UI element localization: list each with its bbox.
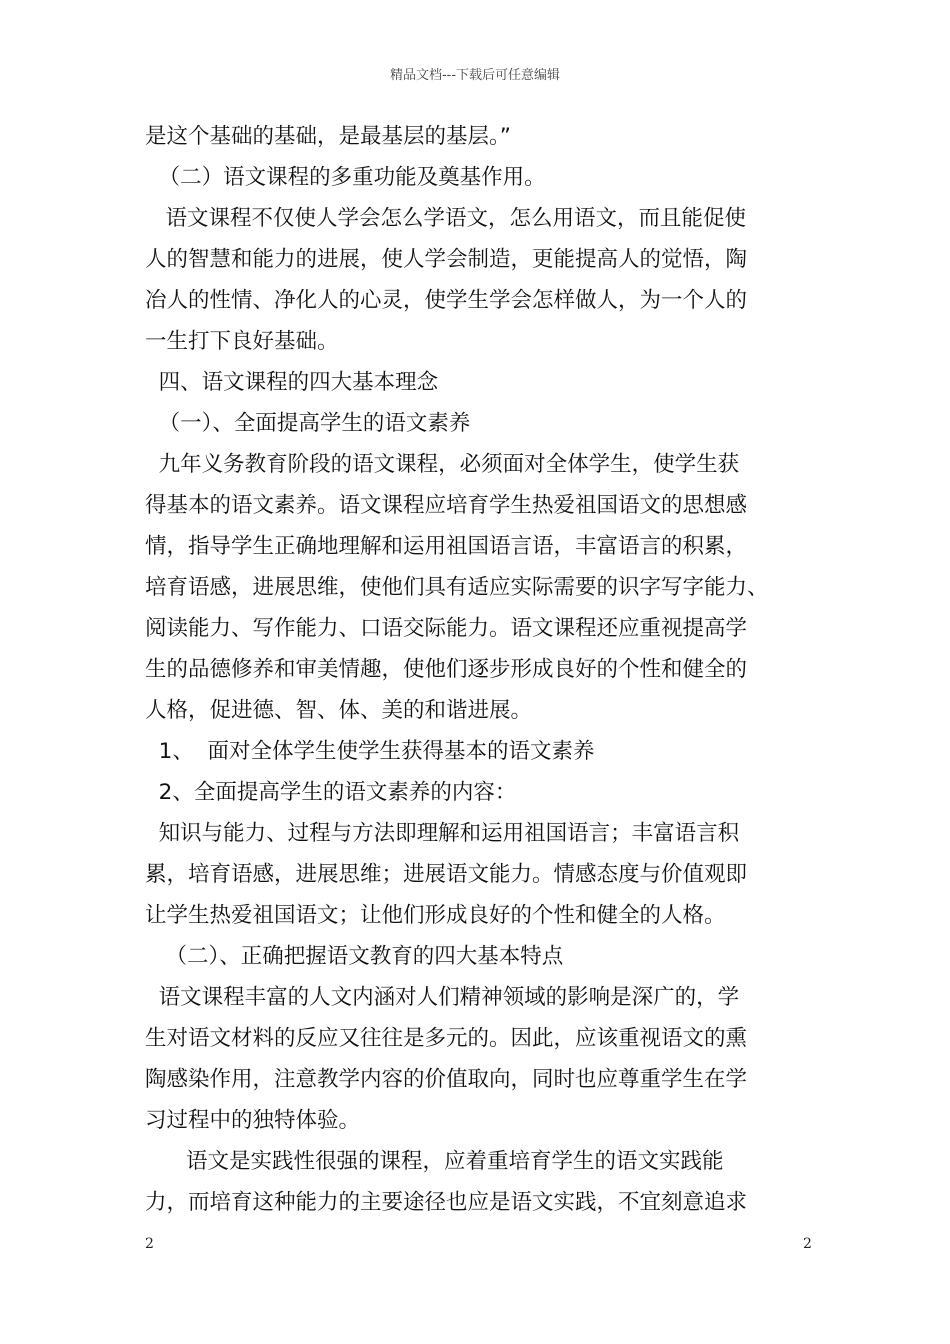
text-line: 陶感染作用，注意教学内容的价值取向，同时也应尊重学生在学 (145, 1067, 748, 1092)
text-line: 语文课程丰富的人文内涵对人们精神领域的影响是深广的，学 (145, 985, 740, 1010)
body-text (145, 116, 813, 1223)
subsection-heading: （二）、正确把握语文教育的四大基本特点 (145, 944, 564, 969)
list-item: 2、全面提高学生的语文素养的内容： (145, 780, 517, 805)
text-line: 人格，促进德、智、体、美的和谐进展。 (145, 698, 533, 723)
page-number-right: 2 (803, 1236, 812, 1252)
text-line: 一生打下良好基础。 (145, 329, 339, 354)
text-line: 累，培育语感，进展思维；进展语文能力。情感态度与价值观即 (145, 862, 748, 887)
text-line: 是这个基础的基础，是最基层的基层。” (145, 124, 511, 149)
page-number-left: 2 (145, 1236, 154, 1252)
text-line: 九年义务教育阶段的语文课程，必须面对全体学生，使学生获 (145, 452, 740, 477)
text-line: 冶人的性情、净化人的心灵，使学生学会怎样做人，为一个人的 (145, 288, 748, 313)
text-line: 语文是实践性很强的课程，应着重培育学生的语文实践能 (145, 1149, 724, 1174)
section-heading: 四、语文课程的四大基本理念 (145, 370, 439, 395)
text-line: 培育语感，进展思维，使他们具有适应实际需要的识字写字能力、 (145, 575, 769, 600)
text-line: 情，指导学生正确地理解和运用祖国语言语，丰富语言的积累， (145, 534, 748, 559)
text-line: （二）语文课程的多重功能及奠基作用。 (145, 165, 546, 190)
text-line: 得基本的语文素养。语文课程应培育学生热爱祖国语文的思想感 (145, 493, 748, 518)
text-line: 语文课程不仅使人学会怎么学语文，怎么用语文，而且能促使 (145, 206, 747, 231)
text-line: 习过程中的独特体验。 (145, 1108, 361, 1133)
text-line: 生对语文材料的反应又往往是多元的。因此，应该重视语文的熏 (145, 1026, 748, 1051)
text-line: 生的品德修养和审美情趣，使他们逐步形成良好的个性和健全的 (145, 657, 748, 682)
text-line: 知识与能力、过程与方法即理解和运用祖国语言；丰富语言积 (145, 821, 740, 846)
subsection-heading: （一）、全面提高学生的语文素养 (145, 411, 471, 436)
text-line: 阅读能力、写作能力、口语交际能力。语文课程还应重视提高学 (145, 616, 748, 641)
list-item: 1、 面对全体学生使学生获得基本的语文素养 (145, 739, 595, 764)
text-line: 人的智慧和能力的进展，使人学会制造，更能提高人的觉悟，陶 (145, 247, 748, 272)
text-line: 让学生热爱祖国语文；让他们形成良好的个性和健全的人格。 (145, 903, 726, 928)
page-header: 精品文档---下载后可任意编辑 (389, 68, 561, 83)
text-line: 力，而培育这种能力的主要途径也应是语文实践，不宜刻意追求 (145, 1190, 748, 1215)
